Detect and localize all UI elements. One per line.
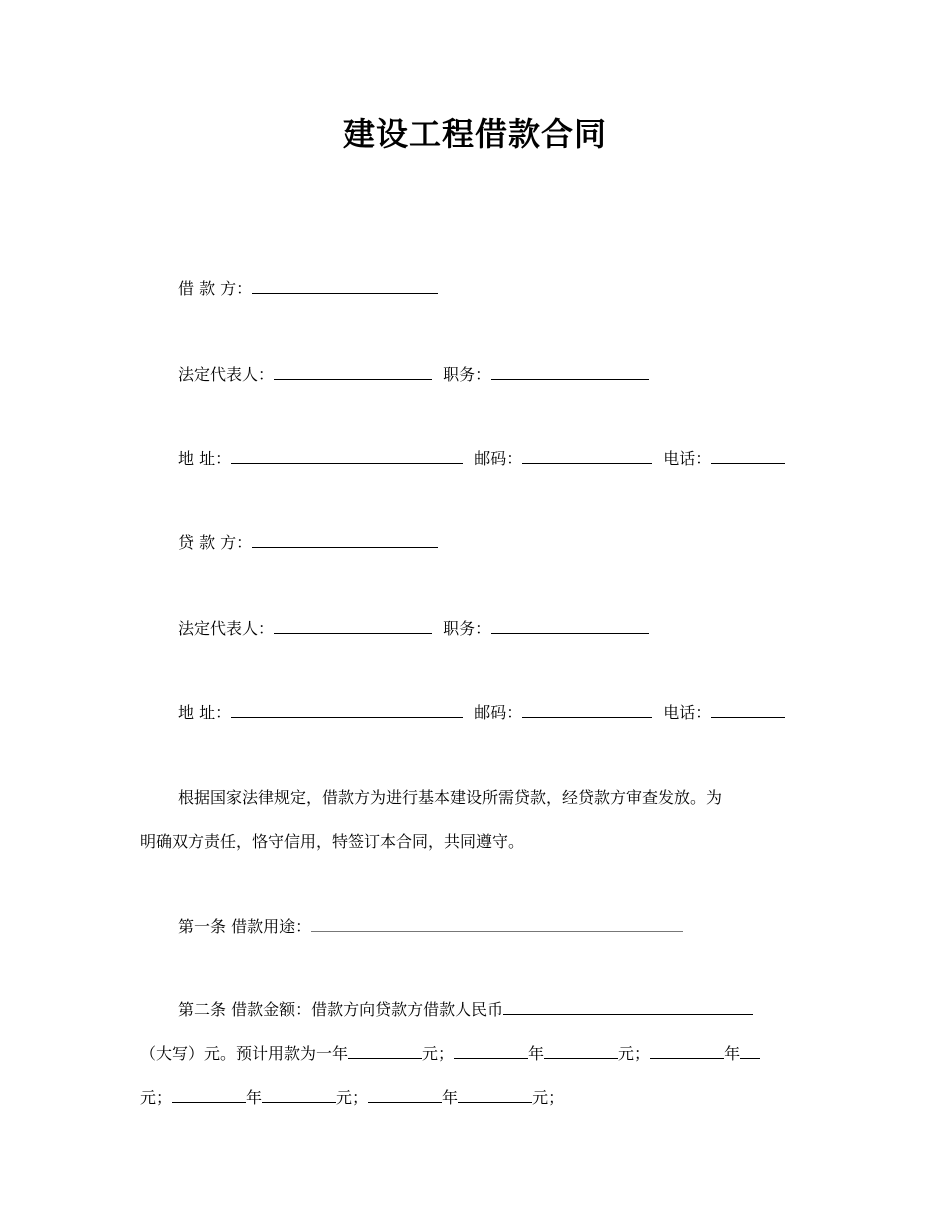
lender-postcode-label: 邮码： [474, 703, 523, 722]
borrower-position-field[interactable] [491, 362, 649, 380]
lender-rep-row [178, 616, 649, 640]
borrower-phone-label: 电话： [663, 449, 712, 468]
lender-name-field[interactable] [252, 530, 438, 548]
lender-postcode-field[interactable] [522, 700, 652, 718]
borrower-rep-row [178, 362, 649, 386]
preamble-line-1: 根据国家法律规定，借款方为进行基本建设所需贷款，经贷款方审查发放。为 [178, 788, 723, 807]
borrower-postcode-field[interactable] [522, 446, 652, 464]
article-2-line-1 [140, 988, 812, 1032]
article-2 [140, 988, 812, 1120]
borrower-position-label: 职务： [443, 365, 492, 384]
lender-address-field[interactable] [231, 700, 463, 718]
article-1 [178, 914, 683, 938]
loan-purpose-field[interactable] [311, 914, 683, 932]
borrower-postcode-label: 邮码： [474, 449, 523, 468]
lender-position-label: 职务： [443, 619, 492, 638]
article-2-line-3: 元； 年 元； 年 元； [140, 1076, 812, 1120]
article-2-intro: 第二条 借款金额：借款方向贷款方借款人民币 [178, 1000, 504, 1019]
borrower-address-field[interactable] [231, 446, 463, 464]
lender-name-row [178, 530, 438, 554]
borrower-name-label: 借 款 方： [178, 279, 253, 298]
year5-amount-field[interactable] [458, 1085, 532, 1103]
year4-amount-field[interactable] [262, 1085, 336, 1103]
borrower-name-row [178, 276, 438, 300]
preamble-line-2: 明确双方责任，恪守信用，特签订本合同，共同遵守。 [140, 832, 525, 851]
lender-position-field[interactable] [491, 616, 649, 634]
lender-rep-field[interactable] [274, 616, 432, 634]
borrower-rep-label: 法定代表人： [178, 365, 275, 384]
year2-amount-field[interactable] [544, 1041, 618, 1059]
borrower-address-label: 地 址： [178, 449, 232, 468]
year2-field[interactable] [454, 1041, 528, 1059]
year3-amount-field-start[interactable] [740, 1041, 760, 1059]
lender-address-row [178, 700, 785, 724]
lender-phone-label: 电话： [663, 703, 712, 722]
lender-address-label: 地 址： [178, 703, 232, 722]
borrower-address-row [178, 446, 785, 470]
year4-field[interactable] [172, 1085, 246, 1103]
lender-name-label: 贷 款 方： [178, 533, 253, 552]
article-1-label: 第一条 借款用途： [178, 917, 312, 936]
loan-amount-field[interactable] [503, 997, 753, 1015]
document-title: 建设工程借款合同 [342, 115, 607, 153]
article-2-line-2: （大写）元。预计用款为一年 元； 年 元； 年 [140, 1032, 812, 1076]
borrower-rep-field[interactable] [274, 362, 432, 380]
year3-field[interactable] [650, 1041, 724, 1059]
year5-field[interactable] [368, 1085, 442, 1103]
lender-phone-field[interactable] [711, 700, 785, 718]
borrower-phone-field[interactable] [711, 446, 785, 464]
preamble-paragraph [140, 776, 812, 864]
lender-rep-label: 法定代表人： [178, 619, 275, 638]
year1-amount-field[interactable] [348, 1041, 422, 1059]
borrower-name-field[interactable] [252, 276, 438, 294]
